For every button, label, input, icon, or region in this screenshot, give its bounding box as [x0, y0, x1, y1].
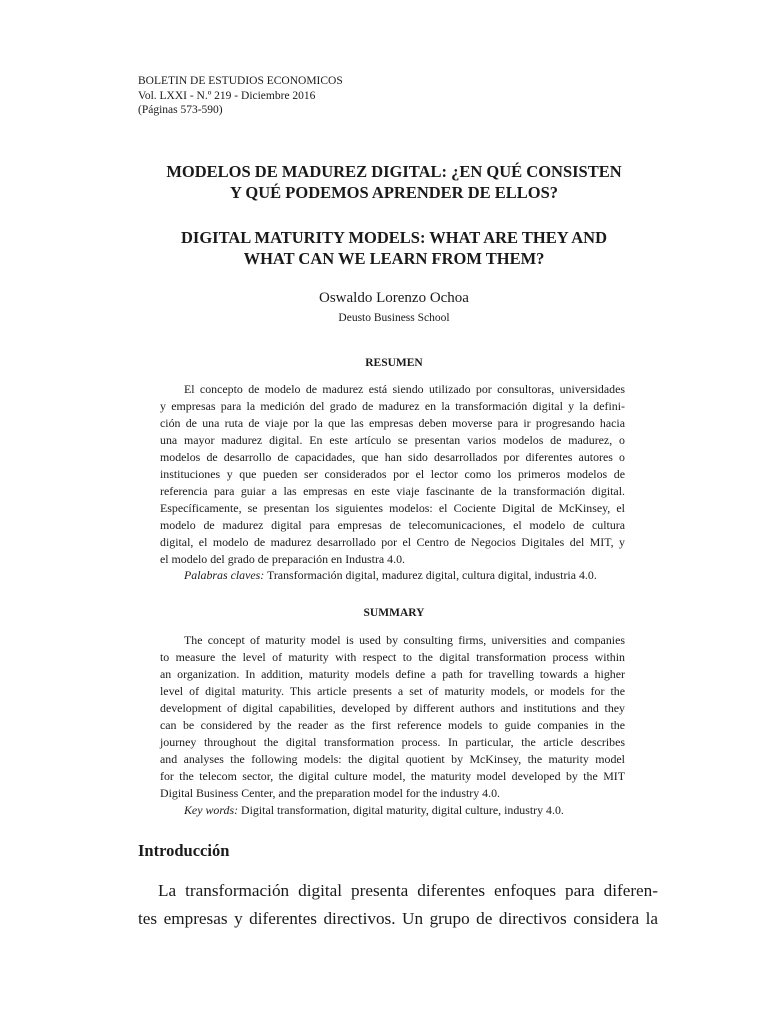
- abstract-line: El concepto de modelo de madurez está siendo utilizado por consultoras, universidades: [184, 382, 625, 396]
- summary-keywords: [160, 802, 625, 819]
- keywords-label: Palabras claves:: [184, 568, 265, 583]
- intro-heading: Introducción: [138, 841, 230, 860]
- journal-name: BOLETIN DE ESTUDIOS ECONOMICOS: [138, 75, 343, 87]
- title-spanish-line: MODELOS DE MADUREZ DIGITAL: ¿EN QUÉ CONSISTEN: [166, 162, 622, 181]
- title-english: [100, 227, 688, 269]
- title-spanish: [100, 161, 688, 203]
- abstract-line: Específicamente, se presentan los siguientes modelos: el Cociente Digital de McKinsey, el: [160, 500, 625, 515]
- journal-pages: (Páginas 573-590): [138, 104, 223, 116]
- title-spanish-line: Y QUÉ PODEMOS APRENDER DE ELLOS?: [229, 183, 559, 202]
- abstract-line: digital, el modelo de madurez desarrollado por el Centro de Negocios Digitales del MIT, y: [160, 534, 625, 549]
- abstract-line: modelo de madurez digital para empresas de telecomunicaciones, el modelo de cultura: [160, 517, 625, 532]
- intro-body: [138, 877, 658, 933]
- body-line: tes empresas y diferentes directivos. Un grupo de directivos considera la: [138, 909, 658, 928]
- author-name: Oswaldo Lorenzo Ochoa: [319, 290, 469, 306]
- abstract-line: instituciones y que pueden ser considerados por el lector como los primeros modelos de: [160, 466, 625, 481]
- abstract-line: referencia para guiar a las empresas en este viaje fascinante de la transformación digital.: [160, 483, 625, 498]
- abstract-line: el modelo del grado de preparación en Industra 4.0.: [160, 551, 405, 566]
- abstract-line: and analyses the following models: the digital quotient by McKinsey, the maturity model: [160, 751, 625, 766]
- keywords-text: Digital transformation, digital maturity, digital culture, industry 4.0.: [238, 802, 564, 817]
- journal-header: [138, 74, 343, 118]
- abstract-line: to measure the level of maturity with respect to the digital transformation process within: [160, 649, 625, 664]
- title-english-line: WHAT CAN WE LEARN FROM THEM?: [243, 249, 545, 268]
- abstract-line: Digital Business Center, and the preparation model for the industry 4.0.: [160, 785, 500, 800]
- resumen-abstract: [160, 381, 625, 584]
- abstract-line: y empresas para la medición del grado de madurez en la transformación digital y la defini-: [160, 398, 625, 413]
- summary-abstract: [160, 632, 625, 818]
- abstract-line: modelos de desarrollo de capacidades, que han sido desarrollados por diferentes autores o: [160, 449, 625, 464]
- resumen-heading: RESUMEN: [365, 357, 423, 369]
- abstract-line: The concept of maturity model is used by consulting firms, universities and companies: [184, 633, 625, 647]
- summary-heading: SUMMARY: [363, 607, 425, 619]
- abstract-line: ción de una ruta de viaje por la que las empresas deben moverse para ir progresando hacia: [160, 415, 625, 430]
- abstract-line: can be considered by the reader as the first reference models to guide companies in the: [160, 717, 625, 732]
- author-affiliation: Deusto Business School: [338, 312, 450, 324]
- resumen-keywords: [160, 567, 625, 584]
- journal-volume: Vol. LXXI - N.º 219 - Diciembre 2016: [138, 89, 316, 102]
- abstract-line: journey throughout the digital transformation process. In particular, the article describes: [160, 734, 625, 749]
- abstract-line: level of digital maturity. This article presents a set of maturity models, or models for the: [160, 683, 625, 698]
- keywords-label: Key words:: [184, 802, 239, 817]
- abstract-line: for the telecom sector, the digital culture model, the maturity model developed by the MIT: [160, 768, 625, 783]
- abstract-line: development of digital capabilities, developed by different authors and institutions and they: [160, 700, 625, 715]
- abstract-line: una mayor madurez digital. En este artículo se presentan varios modelos de madurez, o: [160, 432, 625, 447]
- title-english-line: DIGITAL MATURITY MODELS: WHAT ARE THEY AND: [180, 228, 608, 247]
- body-line: La transformación digital presenta diferentes enfoques para diferen-: [158, 881, 658, 900]
- keywords-text: Transformación digital, madurez digital, cultura digital, industria 4.0.: [264, 568, 597, 583]
- abstract-line: an organization. In addition, maturity models define a path for travelling towards a higher: [160, 666, 625, 681]
